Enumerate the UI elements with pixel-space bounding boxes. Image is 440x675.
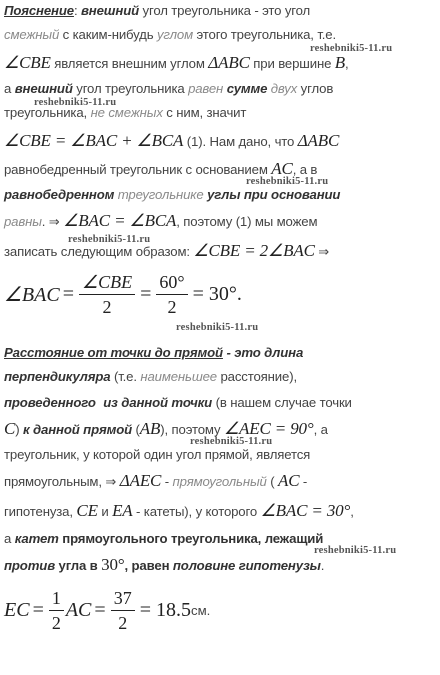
text: равны — [4, 214, 42, 229]
math: EA — [112, 501, 133, 520]
watermark: reshebniki5-11.ru — [34, 97, 117, 108]
line-19 — [4, 554, 438, 577]
text: с ним, значит — [162, 105, 247, 120]
watermark: reshebniki5-11.ru — [68, 234, 151, 245]
text: гипотенуза, — [4, 504, 77, 519]
text: прямоугольный — [172, 474, 267, 489]
line-7 — [4, 158, 438, 181]
math: AC — [65, 599, 92, 621]
line-15 — [4, 444, 438, 466]
line-13 — [4, 392, 438, 414]
math: AC — [271, 159, 293, 178]
text: и — [97, 504, 113, 519]
equation-angle-bac — [4, 270, 242, 319]
math: ΔABC — [208, 53, 250, 72]
text: . ⇒ — [41, 214, 64, 229]
line-17 — [4, 500, 438, 523]
text: (т.е. — [110, 369, 141, 384]
text: не смежных — [90, 105, 163, 120]
text: , — [345, 56, 349, 71]
text: сумме — [226, 81, 268, 96]
text: - — [161, 474, 173, 489]
text: внешний — [14, 81, 73, 96]
math: = — [94, 599, 106, 621]
math: = — [32, 599, 44, 621]
text: является внешним углом — [50, 56, 209, 71]
math: ∠BAC = ∠BCA — [63, 211, 177, 230]
text: при вершине — [249, 56, 335, 71]
fraction — [79, 270, 135, 319]
math: = — [140, 283, 152, 305]
math: ΔAEC — [119, 471, 162, 490]
text: треугольник, у которой один угол прямой, является — [4, 447, 311, 462]
text: данной — [121, 395, 168, 410]
text: прямоугольным, ⇒ — [4, 474, 120, 489]
math: ∠BAC = 30° — [260, 501, 351, 520]
text: против — [4, 558, 56, 573]
text: угол треугольника - это угол — [139, 3, 311, 18]
text: двух — [270, 81, 298, 96]
fraction — [156, 270, 187, 319]
numerator: 60° — [156, 270, 187, 295]
watermark: reshebniki5-11.ru — [176, 322, 259, 333]
text: наименьшее — [140, 369, 217, 384]
denominator: 2 — [51, 613, 61, 633]
line-3 — [4, 52, 438, 75]
text: ), поэтому — [160, 422, 224, 437]
text: внешний — [80, 3, 140, 18]
text: равнобедренный треугольник с основанием — [4, 162, 272, 177]
text: половине гипотенузы — [172, 558, 321, 573]
numerator: ∠CBE — [79, 270, 135, 295]
line-1 — [4, 0, 438, 22]
text: перпендикуляра — [4, 369, 111, 384]
text: смежный — [4, 27, 60, 42]
text: ( — [132, 422, 140, 437]
text: - это длина — [222, 345, 304, 360]
math: ∠CBE = 2∠BAC — [193, 241, 315, 260]
text: . — [320, 558, 325, 573]
text: равен — [188, 81, 224, 96]
equation-ec — [4, 586, 210, 635]
text: , равен — [124, 558, 173, 573]
math: AB — [139, 419, 161, 438]
text: расстояние), — [216, 369, 297, 384]
text: треугольнике — [114, 187, 208, 202]
text: , а — [313, 422, 328, 437]
text: Расстояние от точки до прямой — [4, 345, 223, 360]
text: - — [299, 474, 308, 489]
text: а — [4, 81, 15, 96]
line-9 — [4, 210, 438, 233]
text: , — [350, 504, 354, 519]
math: C — [4, 419, 16, 438]
text: треугольника, — [4, 105, 91, 120]
unit: см. — [190, 603, 211, 618]
numerator: 1 — [49, 586, 64, 611]
text: точки — [167, 395, 213, 410]
text: из — [99, 395, 122, 410]
text: - катеты), у которого — [132, 504, 261, 519]
watermark: reshebniki5-11.ru — [314, 545, 397, 556]
text: углы — [207, 187, 241, 202]
line-16 — [4, 470, 438, 493]
math: AC — [277, 471, 300, 490]
line-8 — [4, 184, 438, 206]
text: углом — [156, 27, 193, 42]
text: этого треугольника, т.е. — [192, 27, 336, 42]
line-6 — [4, 130, 438, 153]
math: ∠AEC = 90° — [223, 419, 314, 438]
explanation-label: Пояснение — [4, 3, 74, 18]
watermark: reshebniki5-11.ru — [246, 176, 329, 187]
math: ∠CBE — [4, 53, 51, 72]
math: CE — [76, 501, 98, 520]
text: ( — [266, 474, 278, 489]
text: угол треугольника — [72, 81, 189, 96]
math: ΔABC — [297, 131, 340, 150]
text: равнобедренном — [4, 187, 115, 202]
text: ⇒ — [314, 244, 330, 259]
math: ∠BAC — [4, 284, 60, 306]
text: ) — [15, 422, 23, 437]
line-12 — [4, 366, 438, 388]
text: , поэтому (1) мы можем — [176, 214, 318, 229]
text: проведенного — [4, 395, 96, 410]
text: (в нашем случае точки — [212, 395, 352, 410]
text: записать следующим образом: — [4, 244, 194, 259]
text: к данной прямой — [22, 422, 133, 437]
denominator: 2 — [167, 297, 177, 317]
math: ∠CBE = ∠BAC + ∠BCA — [4, 131, 184, 150]
text: , а в — [292, 162, 318, 177]
text: углов — [297, 81, 334, 96]
text: угла в — [55, 558, 102, 573]
math: 30° — [101, 555, 125, 574]
text: катет — [14, 531, 59, 546]
fraction — [111, 586, 135, 635]
text: (1). Нам дано, что — [183, 134, 298, 149]
fraction — [49, 586, 64, 635]
text: при основании — [240, 187, 341, 202]
line-11 — [4, 342, 438, 364]
math: EC — [4, 599, 30, 621]
text: а — [4, 531, 15, 546]
watermark: reshebniki5-11.ru — [310, 43, 393, 54]
denominator: 2 — [102, 297, 112, 317]
numerator: 37 — [111, 586, 135, 611]
watermark: reshebniki5-11.ru — [190, 436, 273, 447]
text: прямоугольного треугольника, лежащий — [58, 531, 324, 546]
text: с каким-нибудь — [59, 27, 157, 42]
math: = 18.5 — [139, 599, 191, 621]
denominator: 2 — [118, 613, 128, 633]
math: = 30°. — [192, 283, 242, 305]
math: = — [62, 283, 74, 305]
text: : — [73, 3, 81, 18]
math: B — [334, 53, 346, 72]
